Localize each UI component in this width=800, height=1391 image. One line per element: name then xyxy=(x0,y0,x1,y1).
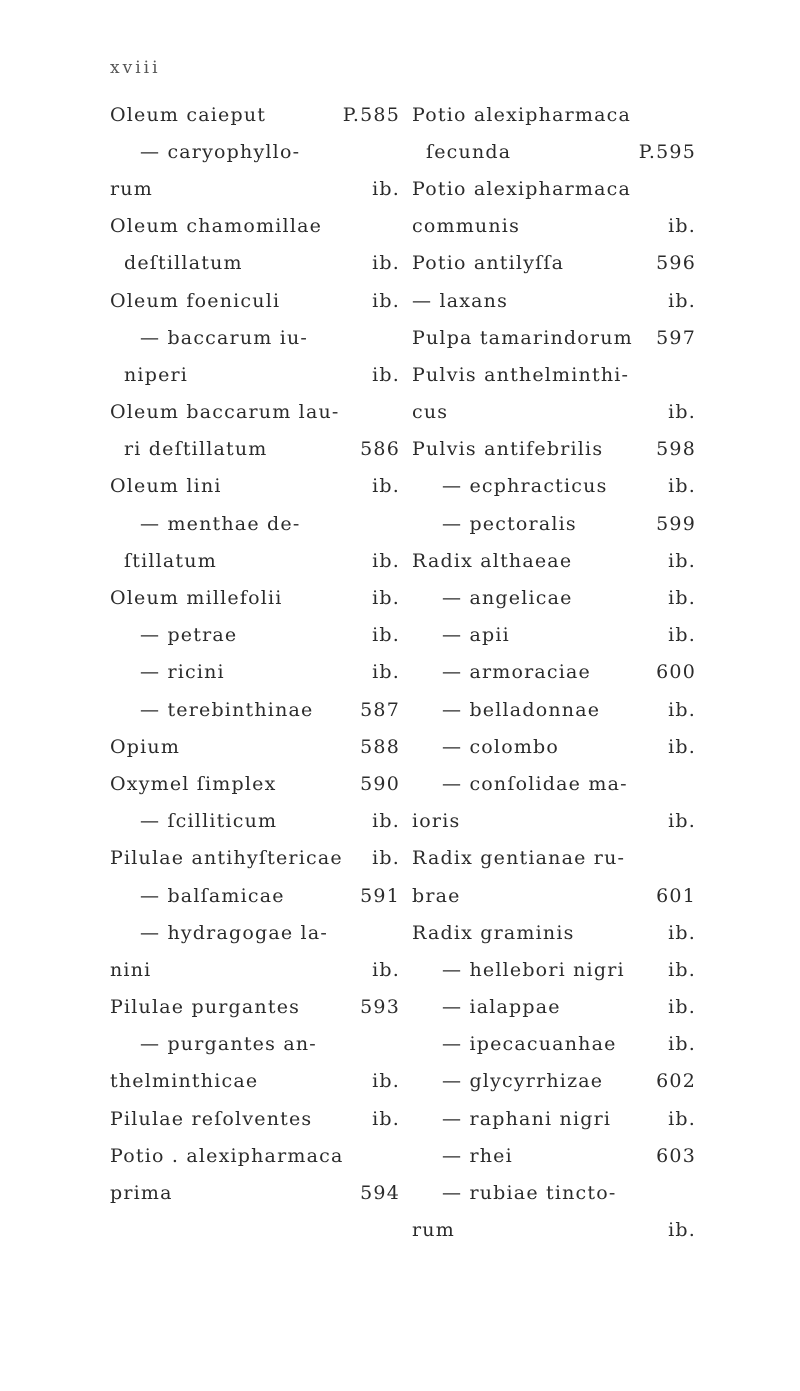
entry-page-ref: 597 xyxy=(656,326,696,349)
index-entry xyxy=(412,170,696,207)
entry-page-ref: ib. xyxy=(668,1107,696,1130)
entry-term: Pulvis anthelminthi- xyxy=(412,363,630,386)
entry-term: Pilulae purgantes xyxy=(110,996,301,1019)
entry-page-ref: 602 xyxy=(656,1070,696,1093)
entry-term: — ialappae xyxy=(442,996,561,1019)
entry-term: — ipecacuanhae xyxy=(442,1033,617,1056)
index-entry xyxy=(110,1137,400,1174)
entry-term: Pulpa tamarindorum xyxy=(412,326,633,349)
entry-term: Radix gentianae ru- xyxy=(412,847,626,870)
entry-term: — terebinthinae xyxy=(140,698,314,721)
entry-page-ref: ib. xyxy=(668,996,696,1019)
entry-page-ref: ib. xyxy=(372,1107,400,1130)
entry-page-ref: ib. xyxy=(372,549,400,572)
index-entry xyxy=(412,394,696,431)
index-entry xyxy=(412,356,696,393)
index-entry xyxy=(110,245,400,282)
entry-term: rum xyxy=(412,1219,455,1242)
entry-term: — ricini xyxy=(140,661,225,684)
entry-page-ref: 590 xyxy=(360,772,400,795)
entry-page-ref: 586 xyxy=(360,438,400,461)
entry-term: — hellebori nigri xyxy=(442,958,625,981)
index-entry xyxy=(110,96,400,133)
entry-term: — conſolidae ma- xyxy=(442,772,628,795)
index-entry xyxy=(412,579,696,616)
entry-term: — purgantes an- xyxy=(140,1033,317,1056)
entry-term: Potio . alexipharmaca xyxy=(110,1144,344,1167)
entry-page-ref: ib. xyxy=(668,1219,696,1242)
index-entry xyxy=(110,1063,400,1100)
entry-page-ref: ib. xyxy=(372,475,400,498)
index-column-right xyxy=(412,96,696,1249)
entry-page-ref: 587 xyxy=(360,698,400,721)
index-entry xyxy=(412,245,696,282)
index-entry xyxy=(110,468,400,505)
entry-term: Pilulae antihyſtericae xyxy=(110,847,343,870)
entry-page-ref: ib. xyxy=(372,661,400,684)
index-entry xyxy=(412,1063,696,1100)
entry-page-ref: ib. xyxy=(372,252,400,275)
entry-term: — glycyrrhizae xyxy=(442,1070,604,1093)
index-entry xyxy=(110,431,400,468)
index-entry xyxy=(412,877,696,914)
entry-page-ref: ib. xyxy=(372,958,400,981)
index-entry xyxy=(412,728,696,765)
entry-term: — balſamicae xyxy=(140,884,285,907)
index-entry xyxy=(110,1100,400,1137)
index-entry xyxy=(110,394,400,431)
entry-page-ref: ib. xyxy=(668,587,696,610)
index-entry xyxy=(412,617,696,654)
entry-term: thelminthicae xyxy=(110,1070,259,1093)
entry-page-ref: ib. xyxy=(668,958,696,981)
index-entry xyxy=(110,617,400,654)
entry-term: — rubiae tincto- xyxy=(442,1182,617,1205)
entry-page-ref: P.595 xyxy=(638,140,696,163)
entry-term: Oleum caieput xyxy=(110,103,267,126)
entry-page-ref: ib. xyxy=(668,698,696,721)
entry-term: Oleum millefolii xyxy=(110,587,283,610)
entry-term: rum xyxy=(110,177,153,200)
entry-term: — hydragogae la- xyxy=(140,921,328,944)
entry-term: — petrae xyxy=(140,624,238,647)
index-entry xyxy=(412,319,696,356)
entry-page-ref: ib. xyxy=(668,549,696,572)
entry-page-ref: 599 xyxy=(656,512,696,535)
index-entry xyxy=(110,951,400,988)
index-entry xyxy=(412,542,696,579)
index-entry xyxy=(110,133,400,170)
entry-term: — raphani nigri xyxy=(442,1107,612,1130)
entry-term: nini xyxy=(110,958,152,981)
entry-page-ref: 594 xyxy=(360,1182,400,1205)
index-entry xyxy=(110,803,400,840)
entry-page-ref: ib. xyxy=(372,624,400,647)
entry-term: — menthae de- xyxy=(140,512,301,535)
entry-page-ref: ib. xyxy=(668,401,696,424)
entry-page-ref: 591 xyxy=(360,884,400,907)
entry-term: communis xyxy=(412,215,521,238)
entry-term: Oleum chamomillae xyxy=(110,215,323,238)
entry-term: ri deſtillatum xyxy=(124,438,268,461)
entry-term: Potio antilyſſa xyxy=(412,252,565,275)
index-entry xyxy=(110,691,400,728)
index-entry xyxy=(412,282,696,319)
entry-page-ref: ib. xyxy=(668,215,696,238)
entry-term: brae xyxy=(412,884,461,907)
entry-term: ſtillatum xyxy=(124,549,217,572)
entry-page-ref: P.585 xyxy=(342,103,400,126)
entry-page-ref: ib. xyxy=(372,1070,400,1093)
entry-term: — laxans xyxy=(412,289,509,312)
entry-term: — colombo xyxy=(442,735,560,758)
entry-page-ref: 598 xyxy=(656,438,696,461)
entry-page-ref: 588 xyxy=(360,735,400,758)
entry-term: ioris xyxy=(412,810,461,833)
index-entry xyxy=(412,989,696,1026)
index-entry xyxy=(110,1026,400,1063)
index-entry xyxy=(110,877,400,914)
entry-term: cus xyxy=(412,401,449,424)
index-entry xyxy=(412,96,696,133)
entry-page-ref: ib. xyxy=(372,289,400,312)
entry-term: Oleum foeniculi xyxy=(110,289,281,312)
entry-term: Radix althaeae xyxy=(412,549,573,572)
entry-term: niperi xyxy=(124,363,189,386)
entry-page-ref: ib. xyxy=(372,587,400,610)
index-entry xyxy=(412,691,696,728)
page-header: xviii xyxy=(110,58,161,78)
entry-term: Pulvis antifebrilis xyxy=(412,438,604,461)
index-entry xyxy=(412,431,696,468)
entry-page-ref: 603 xyxy=(656,1144,696,1167)
index-entry xyxy=(110,728,400,765)
entry-term: — ſcilliticum xyxy=(140,810,278,833)
index-entry xyxy=(412,803,696,840)
entry-term: — belladonnae xyxy=(442,698,601,721)
index-entry xyxy=(412,654,696,691)
index-entry xyxy=(110,765,400,802)
index-entry xyxy=(412,133,696,170)
entry-page-ref: ib. xyxy=(668,735,696,758)
index-entry xyxy=(412,1212,696,1249)
index-entry xyxy=(110,319,400,356)
index-entry xyxy=(110,579,400,616)
index-entry xyxy=(412,765,696,802)
entry-term: Oleum baccarum lau- xyxy=(110,401,340,424)
entry-term: — angelicae xyxy=(442,587,573,610)
entry-term: prima xyxy=(110,1182,173,1205)
index-entry xyxy=(412,951,696,988)
entry-page-ref: ib. xyxy=(372,177,400,200)
entry-term: ſecunda xyxy=(426,140,512,163)
entry-term: — apii xyxy=(442,624,510,647)
index-column-left xyxy=(110,96,400,1212)
entry-term: Potio alexipharmaca xyxy=(412,177,632,200)
index-entry xyxy=(412,468,696,505)
index-entry xyxy=(110,654,400,691)
entry-page-ref: ib. xyxy=(668,1033,696,1056)
entry-term: Radix graminis xyxy=(412,921,575,944)
index-entry xyxy=(110,505,400,542)
index-entry xyxy=(412,840,696,877)
entry-term: deſtillatum xyxy=(124,252,243,275)
index-entry xyxy=(412,914,696,951)
entry-page-ref: ib. xyxy=(668,810,696,833)
index-entry xyxy=(110,208,400,245)
entry-page-ref: ib. xyxy=(668,475,696,498)
entry-term: — pectoralis xyxy=(442,512,577,535)
index-entry xyxy=(412,1026,696,1063)
index-entry xyxy=(110,989,400,1026)
index-entry xyxy=(412,208,696,245)
entry-page-ref: ib. xyxy=(372,810,400,833)
index-entry xyxy=(110,1174,400,1211)
entry-page-ref: ib. xyxy=(668,921,696,944)
entry-term: — caryophyllo- xyxy=(140,140,301,163)
index-entry xyxy=(412,1174,696,1211)
index-entry xyxy=(412,1100,696,1137)
index-entry xyxy=(110,542,400,579)
entry-page-ref: 601 xyxy=(656,884,696,907)
entry-term: Oleum lini xyxy=(110,475,222,498)
entry-page-ref: ib. xyxy=(668,289,696,312)
index-entry xyxy=(412,505,696,542)
index-entry xyxy=(110,356,400,393)
entry-term: Pilulae reſolventes xyxy=(110,1107,313,1130)
entry-term: Potio alexipharmaca xyxy=(412,103,632,126)
entry-page-ref: 600 xyxy=(656,661,696,684)
index-entry xyxy=(110,840,400,877)
entry-term: Opium xyxy=(110,735,181,758)
entry-page-ref: 593 xyxy=(360,996,400,1019)
entry-term: — ecphracticus xyxy=(442,475,608,498)
entry-page-ref: ib. xyxy=(668,624,696,647)
index-entry xyxy=(110,170,400,207)
index-entry xyxy=(412,1137,696,1174)
entry-term: — baccarum iu- xyxy=(140,326,309,349)
entry-page-ref: 596 xyxy=(656,252,696,275)
entry-term: — rhei xyxy=(442,1144,513,1167)
index-entry xyxy=(110,282,400,319)
entry-term: — armoraciae xyxy=(442,661,592,684)
entry-page-ref: ib. xyxy=(372,847,400,870)
index-entry xyxy=(110,914,400,951)
entry-term: Oxymel ſimplex xyxy=(110,772,277,795)
entry-page-ref: ib. xyxy=(372,363,400,386)
